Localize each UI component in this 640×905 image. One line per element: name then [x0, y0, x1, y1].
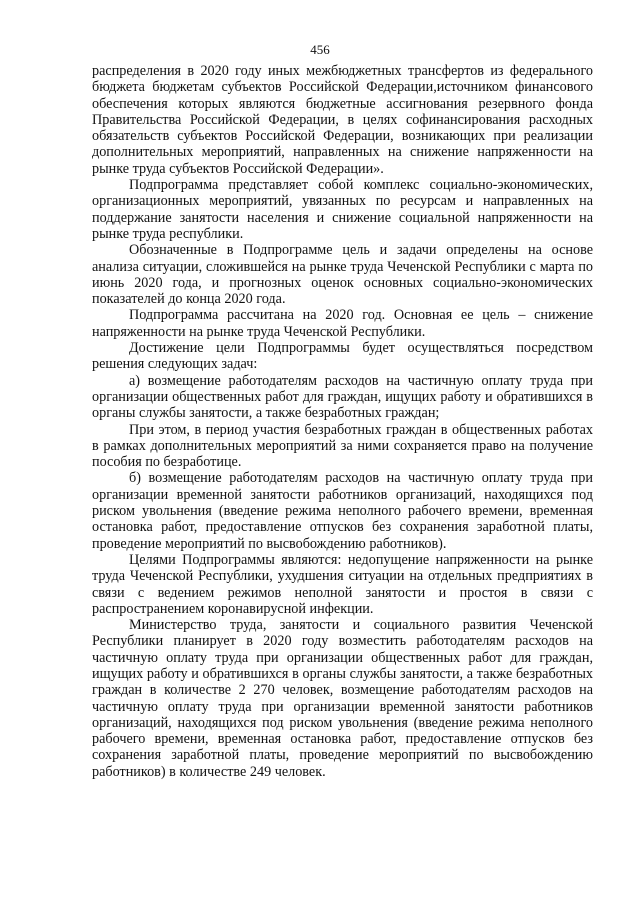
paragraph-ministry-plan: Министерство труда, занятости и социального развития Чеченской Республики планирует в 2020 году возместить работодателям расходов на частичную оплату труда при организации общественных работ для граждан, ищущих работу и обратившихся в органы службы занятости, а также безработных граждан в количестве 2 270 человек, возмещение работодателям расходов на частичную оплату труда при организации временной занятости работников организаций, находящихся под риском увольнения (введение режима неполного рабочего времени, временная остановка работ, предоставление отпусков без сохранения заработной платы, проведение мероприятий по высвобождению работников) в количестве 249 человек.: [92, 617, 593, 780]
page-number: 456: [310, 42, 330, 57]
paragraph-continuation: распределения в 2020 году иных межбюджетных трансфертов из федерального бюджета бюджетам субъектов Российской Федерации,источником финансового обеспечения которых являются бюджетные ассигнования резервного фонда Правительства Российской Федерации, в целях софинансирования расходных обязательств субъектов Российской Федерации, возникающих при реализации дополнительных мероприятий, направленных на снижение напряженности на рынке труда субъектов Российской Федерации».: [92, 63, 593, 177]
paragraph-goals-basis: Обозначенные в Подпрограмме цель и задачи определены на основе анализа ситуации, сложившейся на рынке труда Чеченской Республики с марта по июнь 2020 года, и прогнозных оценок основных социально-экономических показателей до конца 2020 года.: [92, 242, 593, 308]
paragraph-task-a: а) возмещение работодателям расходов на частичную оплату труда при организации общественных работ для граждан, ищущих работу и обратившихся в органы службы занятости, а также безработных граждан;: [92, 372, 593, 422]
paragraph-program-description: Подпрограмма представляет собой комплекс социально-экономических, организационных мероприятий, увязанных по ресурсам и направленных на поддержание занятости населения и снижение социальной напряженности на рынке труда республики.: [92, 177, 593, 242]
paragraph-unemployment-benefit: При этом, в период участия безработных граждан в общественных работах в рамках дополнительных мероприятий за ними сохраняется право на получение пособия по безработице.: [92, 421, 593, 471]
paragraph-main-goal: Подпрограмма рассчитана на 2020 год. Основная ее цель – снижение напряженности на рынке труда Чеченской Республики.: [92, 307, 593, 340]
document-body: [92, 63, 593, 780]
paragraph-program-aims: Целями Подпрограммы являются: недопущение напряженности на рынке труда Чеченской Республики, ухудшения ситуации на отдельных предприятиях в связи с ведением режимов неполной занятости и простоя в связи с распространением коронавирусной инфекции.: [92, 551, 593, 617]
paragraph-tasks-intro: Достижение цели Подпрограммы будет осуществляться посредством решения следующих задач:: [92, 340, 593, 373]
paragraph-task-b: б) возмещение работодателям расходов на частичную оплату труда при организации временной занятости работников организаций, находящихся под риском увольнения (введение режима неполного рабочего времени, временная остановка работ, предоставление отпусков без сохранения заработной платы, проведение мероприятий по высвобождению работников).: [92, 470, 593, 552]
